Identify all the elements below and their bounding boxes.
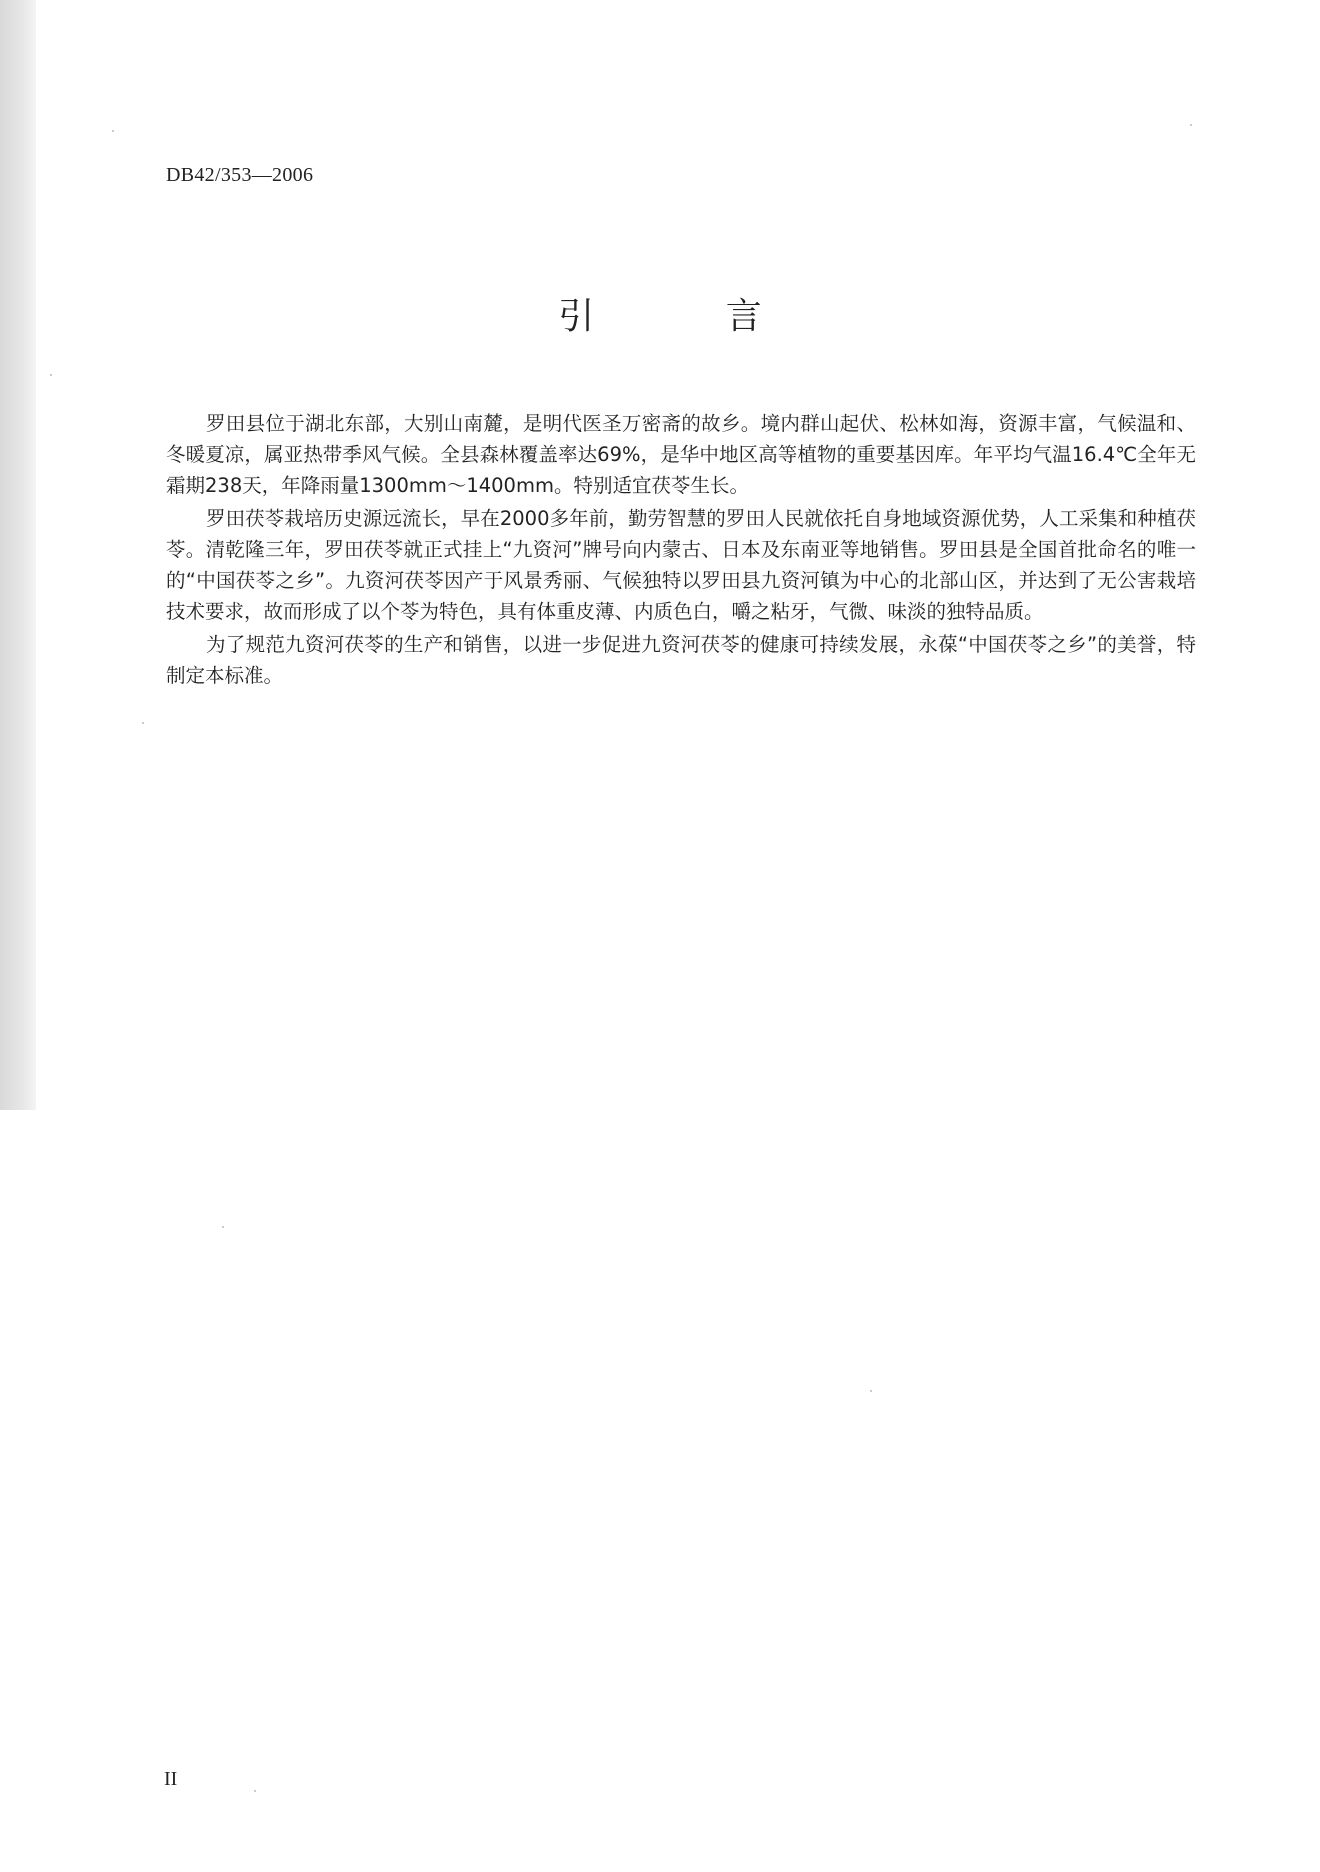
scan-speck: [50, 374, 52, 376]
scan-speck: [112, 130, 114, 132]
page-number: II: [164, 1768, 178, 1790]
scan-speck: [142, 722, 144, 724]
scan-speck: [222, 1226, 224, 1228]
paragraph: 罗田县位于湖北东部，大别山南麓，是明代医圣万密斋的故乡。境内群山起伏、松林如海，资源丰富，气候温和、冬暖夏凉，属亚热带季风气候。全县森林覆盖率达69%，是华中地区高等植物的重要基因库。年平均气温16.4℃全年无霜期238天，年降雨量1300mm～1400mm。特别适宜茯苓生长。: [166, 412, 1196, 497]
paragraph: 罗田茯苓栽培历史源远流长，早在2000多年前，勤劳智慧的罗田人民就依托自身地域资源优势，人工采集和种植茯苓。清乾隆三年，罗田茯苓就正式挂上“九资河”牌号向内蒙古、日本及东南亚等地销售。罗田县是全国首批命名的唯一的“中国茯苓之乡”。九资河茯苓因产于风景秀丽、气候独特以罗田县九资河镇为中心的北部山区，并达到了无公害栽培技术要求，故而形成了以个苓为特色，具有体重皮薄、内质色白，嚼之粘牙，气微、味淡的独特品质。: [166, 507, 1196, 623]
section-title: 引 言: [558, 296, 822, 337]
introduction-body: [166, 408, 1196, 693]
paragraph: 为了规范九资河茯苓的生产和销售，以进一步促进九资河茯苓的健康可持续发展，永葆“中国茯苓之乡”的美誉，特制定本标准。: [166, 633, 1196, 687]
scan-speck: [870, 1390, 872, 1392]
scan-shadow-edge: [0, 0, 36, 1110]
scan-speck: [1190, 124, 1192, 126]
scan-speck: [254, 1790, 256, 1792]
document-number: DB42/353—2006: [166, 164, 314, 186]
